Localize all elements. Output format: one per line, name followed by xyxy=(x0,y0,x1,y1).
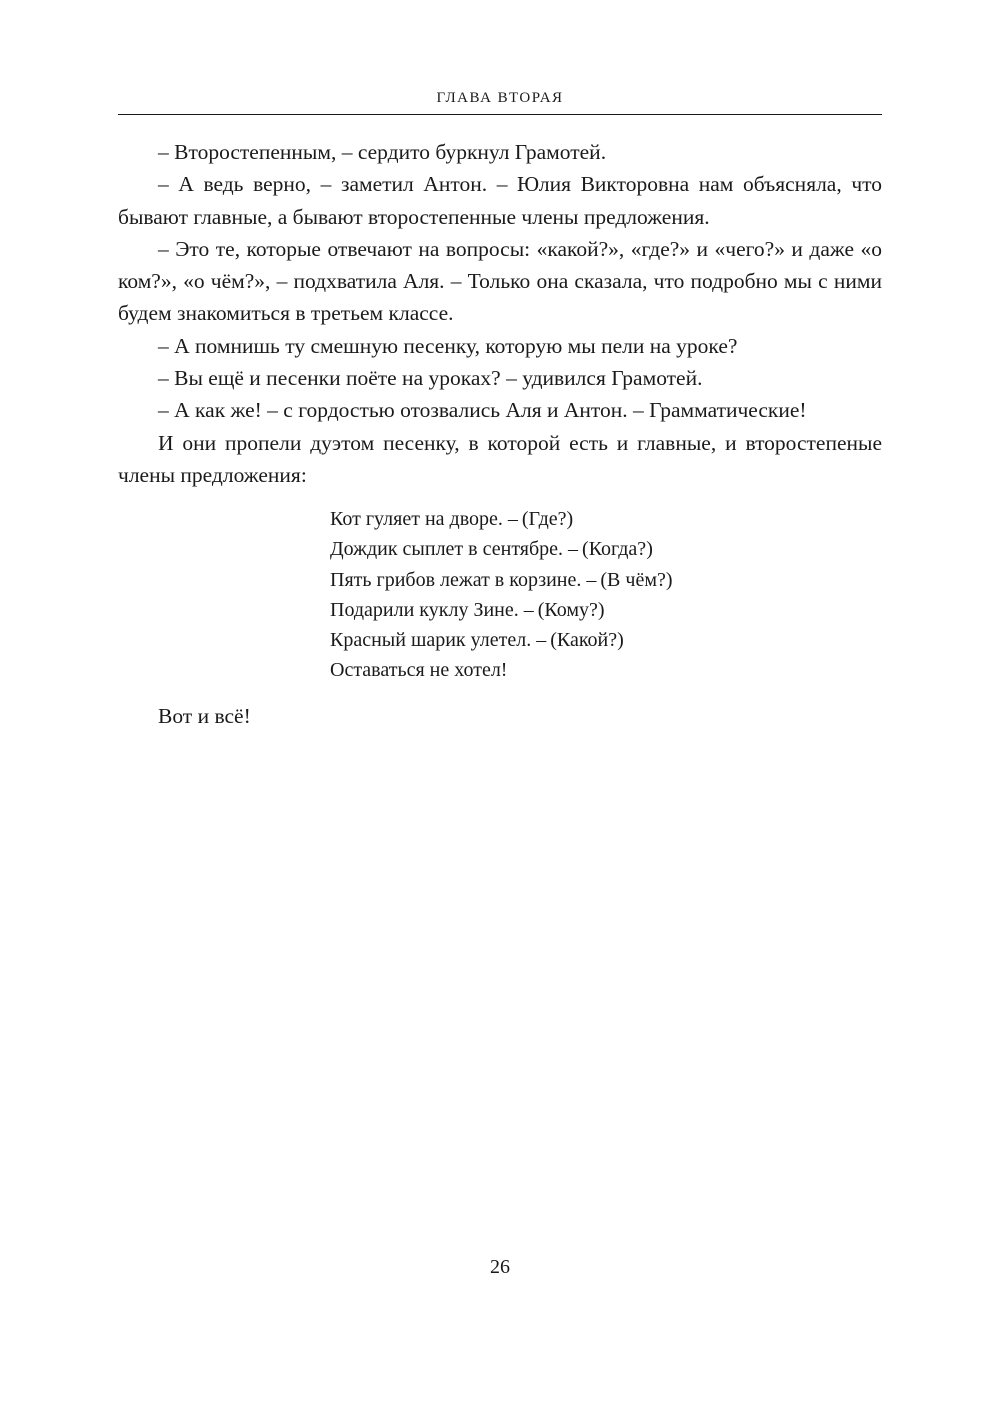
verse-question: (Где?) xyxy=(521,508,574,530)
verse-question: (Какой?) xyxy=(550,629,624,652)
running-head: ГЛАВА ВТОРАЯ xyxy=(436,90,564,106)
paragraph: – А ведь верно, – заметил Антон. – Юлия Викторовна нам объясняла, что бывают главные, а бывают второстепенные члены предложения. xyxy=(118,172,882,229)
verse-text: Дождик сыплет в сентябре. – xyxy=(330,538,579,561)
verse-text: Подарили куклу Зине. – xyxy=(330,598,534,621)
body-text xyxy=(118,136,882,491)
song-verse xyxy=(330,504,673,686)
verse-line xyxy=(330,625,673,655)
verse-line xyxy=(330,595,673,625)
verse-question: (В чём?) xyxy=(600,568,673,591)
paragraph: – Второстепенным, – сердито буркнул Грамотей. xyxy=(158,140,607,164)
paragraph: – Вы ещё и песенки поёте на уроках? – удивился Грамотей. xyxy=(158,366,703,391)
page-number: 26 xyxy=(490,1256,510,1278)
verse-text: Пять грибов лежат в корзине. – xyxy=(330,568,597,591)
verse-text: Оставаться не хотел! xyxy=(330,659,508,682)
verse-text: Кот гуляет на дворе. – xyxy=(330,508,518,530)
paragraph: – Это те, которые отвечают на вопросы: «какой?», «где?» и «чего?» и даже «о ком?», «о чём?», – подхватила Аля. – Только она сказала, что подробно мы с ними будем знакомиться в третьем классе. xyxy=(118,236,882,326)
verse-line xyxy=(330,534,673,564)
paragraph: – А как же! – с гордостью отозвались Аля и Антон. – Грамматические! xyxy=(158,398,807,423)
paragraph: И они пропели дуэтом песенку, в которой есть и главные, и второстепеные члены предложения: xyxy=(118,430,882,487)
verse-question: (Когда?) xyxy=(582,538,653,561)
verse-line xyxy=(330,655,673,685)
closing-line: Вот и всё! xyxy=(158,704,251,728)
verse-line xyxy=(330,504,673,534)
header-rule xyxy=(118,114,882,115)
verse-line xyxy=(330,565,673,595)
paragraph: – А помнишь ту смешную песенку, которую мы пели на уроке? xyxy=(158,333,738,358)
verse-question: (Кому?) xyxy=(537,598,605,621)
verse-text: Красный шарик улетел. – xyxy=(330,629,547,652)
